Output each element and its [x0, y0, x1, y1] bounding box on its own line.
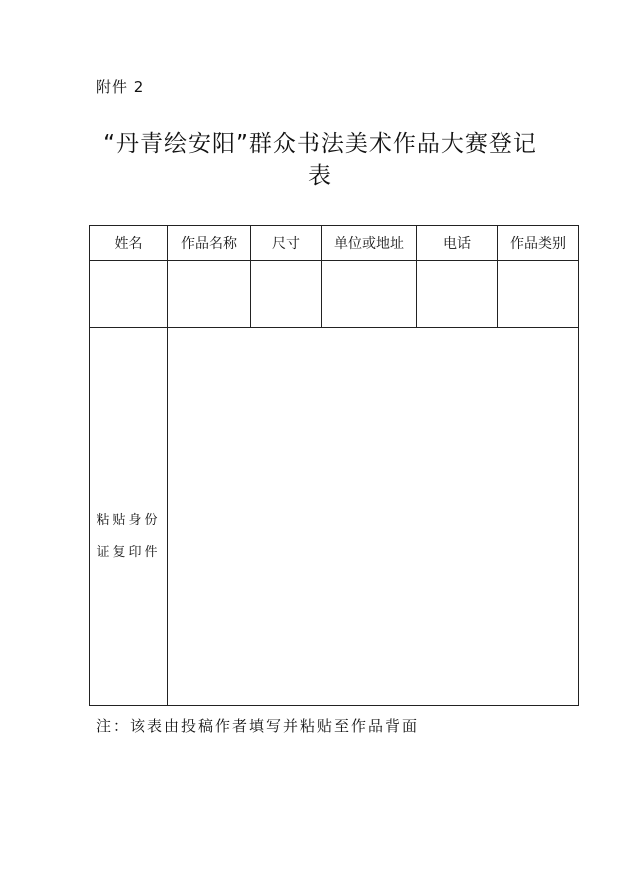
- header-work-title: 作品名称: [168, 226, 251, 261]
- id-copy-label-line2: 证复印件: [96, 544, 161, 560]
- form-title-line1: “丹青绘安阳”群众书法美术作品大赛登记: [103, 131, 537, 157]
- footnote: 注：该表由投稿作者填写并粘贴至作品背面: [96, 717, 420, 735]
- header-work-category: 作品类别: [498, 226, 579, 261]
- form-title: [80, 128, 560, 192]
- header-name: 姓名: [90, 226, 168, 261]
- cell-work-title[interactable]: [168, 261, 251, 328]
- id-copy-paste-area[interactable]: [168, 328, 579, 706]
- table-header-row: [90, 226, 579, 261]
- cell-phone[interactable]: [417, 261, 498, 328]
- cell-name[interactable]: [90, 261, 168, 328]
- id-copy-label: [90, 505, 167, 569]
- cell-size[interactable]: [251, 261, 322, 328]
- cell-work-category[interactable]: [498, 261, 579, 328]
- header-organization-address: 单位或地址: [322, 226, 417, 261]
- registration-table: [89, 225, 579, 706]
- attachment-label: 附件 2: [96, 78, 145, 96]
- header-phone: 电话: [417, 226, 498, 261]
- form-title-line2: 表: [308, 163, 332, 189]
- header-size: 尺寸: [251, 226, 322, 261]
- table-entry-row: [90, 261, 579, 328]
- id-copy-row: [90, 328, 579, 706]
- cell-organization-address[interactable]: [322, 261, 417, 328]
- id-copy-label-line1: 粘贴身份: [96, 512, 161, 528]
- id-copy-label-cell: [90, 328, 168, 706]
